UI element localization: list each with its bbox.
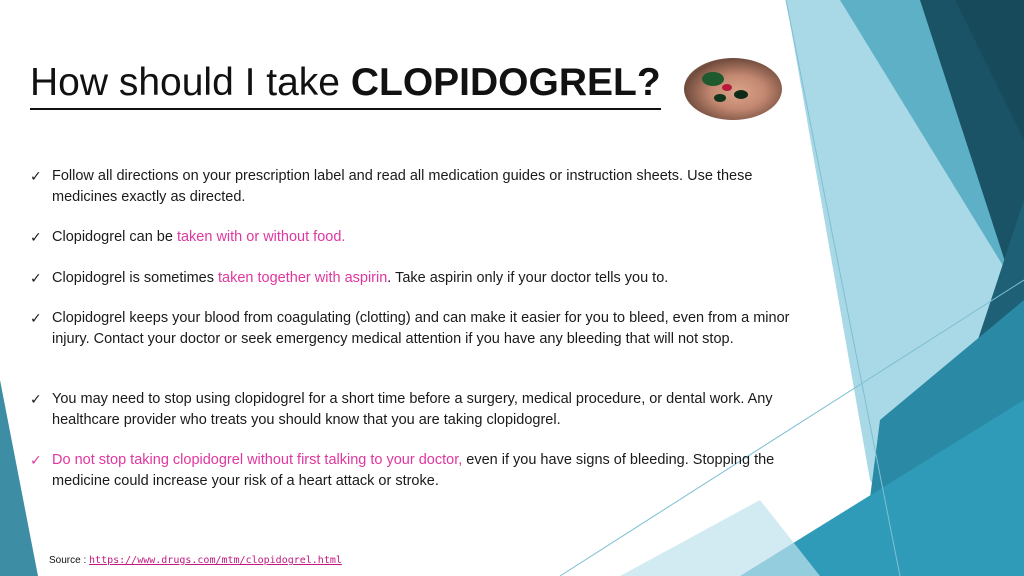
list-item — [30, 268, 820, 289]
checkmark-icon: ✓ — [30, 229, 42, 245]
checkmark-icon: ✓ — [30, 269, 42, 286]
checkmark-icon: ✓ — [30, 391, 42, 407]
checkmark-icon: ✓ — [30, 310, 42, 326]
bullet-text: Clopidogrel can be — [52, 229, 177, 245]
pills-in-hand-icon — [684, 58, 782, 120]
bullet-list — [30, 166, 820, 491]
bullet-text: You may need to stop using clopidogrel for a short time before a surgery, medical procedure, or dental work. Any healthcare provider who treats you should know that you are taking clopidogrel. — [52, 391, 773, 428]
list-item — [30, 389, 820, 430]
bullet-text: . Take aspirin only if your doctor tells you to. — [387, 269, 669, 286]
title-bold: CLOPIDOGREL? — [350, 61, 661, 104]
list-item — [30, 166, 820, 207]
list-item — [30, 227, 820, 248]
source-label: Source : — [49, 555, 90, 566]
checkmark-icon: ✓ — [30, 168, 42, 184]
bullet-text: Clopidogrel is sometimes — [52, 269, 219, 286]
source-citation — [49, 555, 342, 566]
source-link[interactable]: https://www.drugs.com/mtm/clopidogrel.html — [89, 555, 342, 566]
bullet-text: Clopidogrel keeps your blood from coagulating (clotting) and can make it easier for you to bleed, even from a minor injury. Contact your doctor or seek emergency medical attention if you have any bleeding that will not stop. — [52, 310, 790, 347]
checkmark-icon: ✓ — [30, 452, 42, 468]
bullet-highlight: Do not stop taking clopidogrel without first talking to your doctor, — [52, 452, 463, 468]
bullet-highlight: taken together with aspirin — [218, 269, 388, 286]
bullet-text: Follow all directions on your prescription label and read all medication guides or instruction sheets. Use these medicines exactly as directed. — [52, 168, 753, 205]
list-item — [30, 450, 820, 491]
bullet-highlight: taken with or without food. — [176, 229, 346, 245]
title-normal: How should I take — [30, 61, 351, 104]
page-title — [30, 58, 661, 110]
list-item — [30, 308, 820, 349]
bullet-text: even if you have signs of bleeding. Stopping the medicine could increase your risk of a heart attack or stroke. — [52, 452, 775, 489]
